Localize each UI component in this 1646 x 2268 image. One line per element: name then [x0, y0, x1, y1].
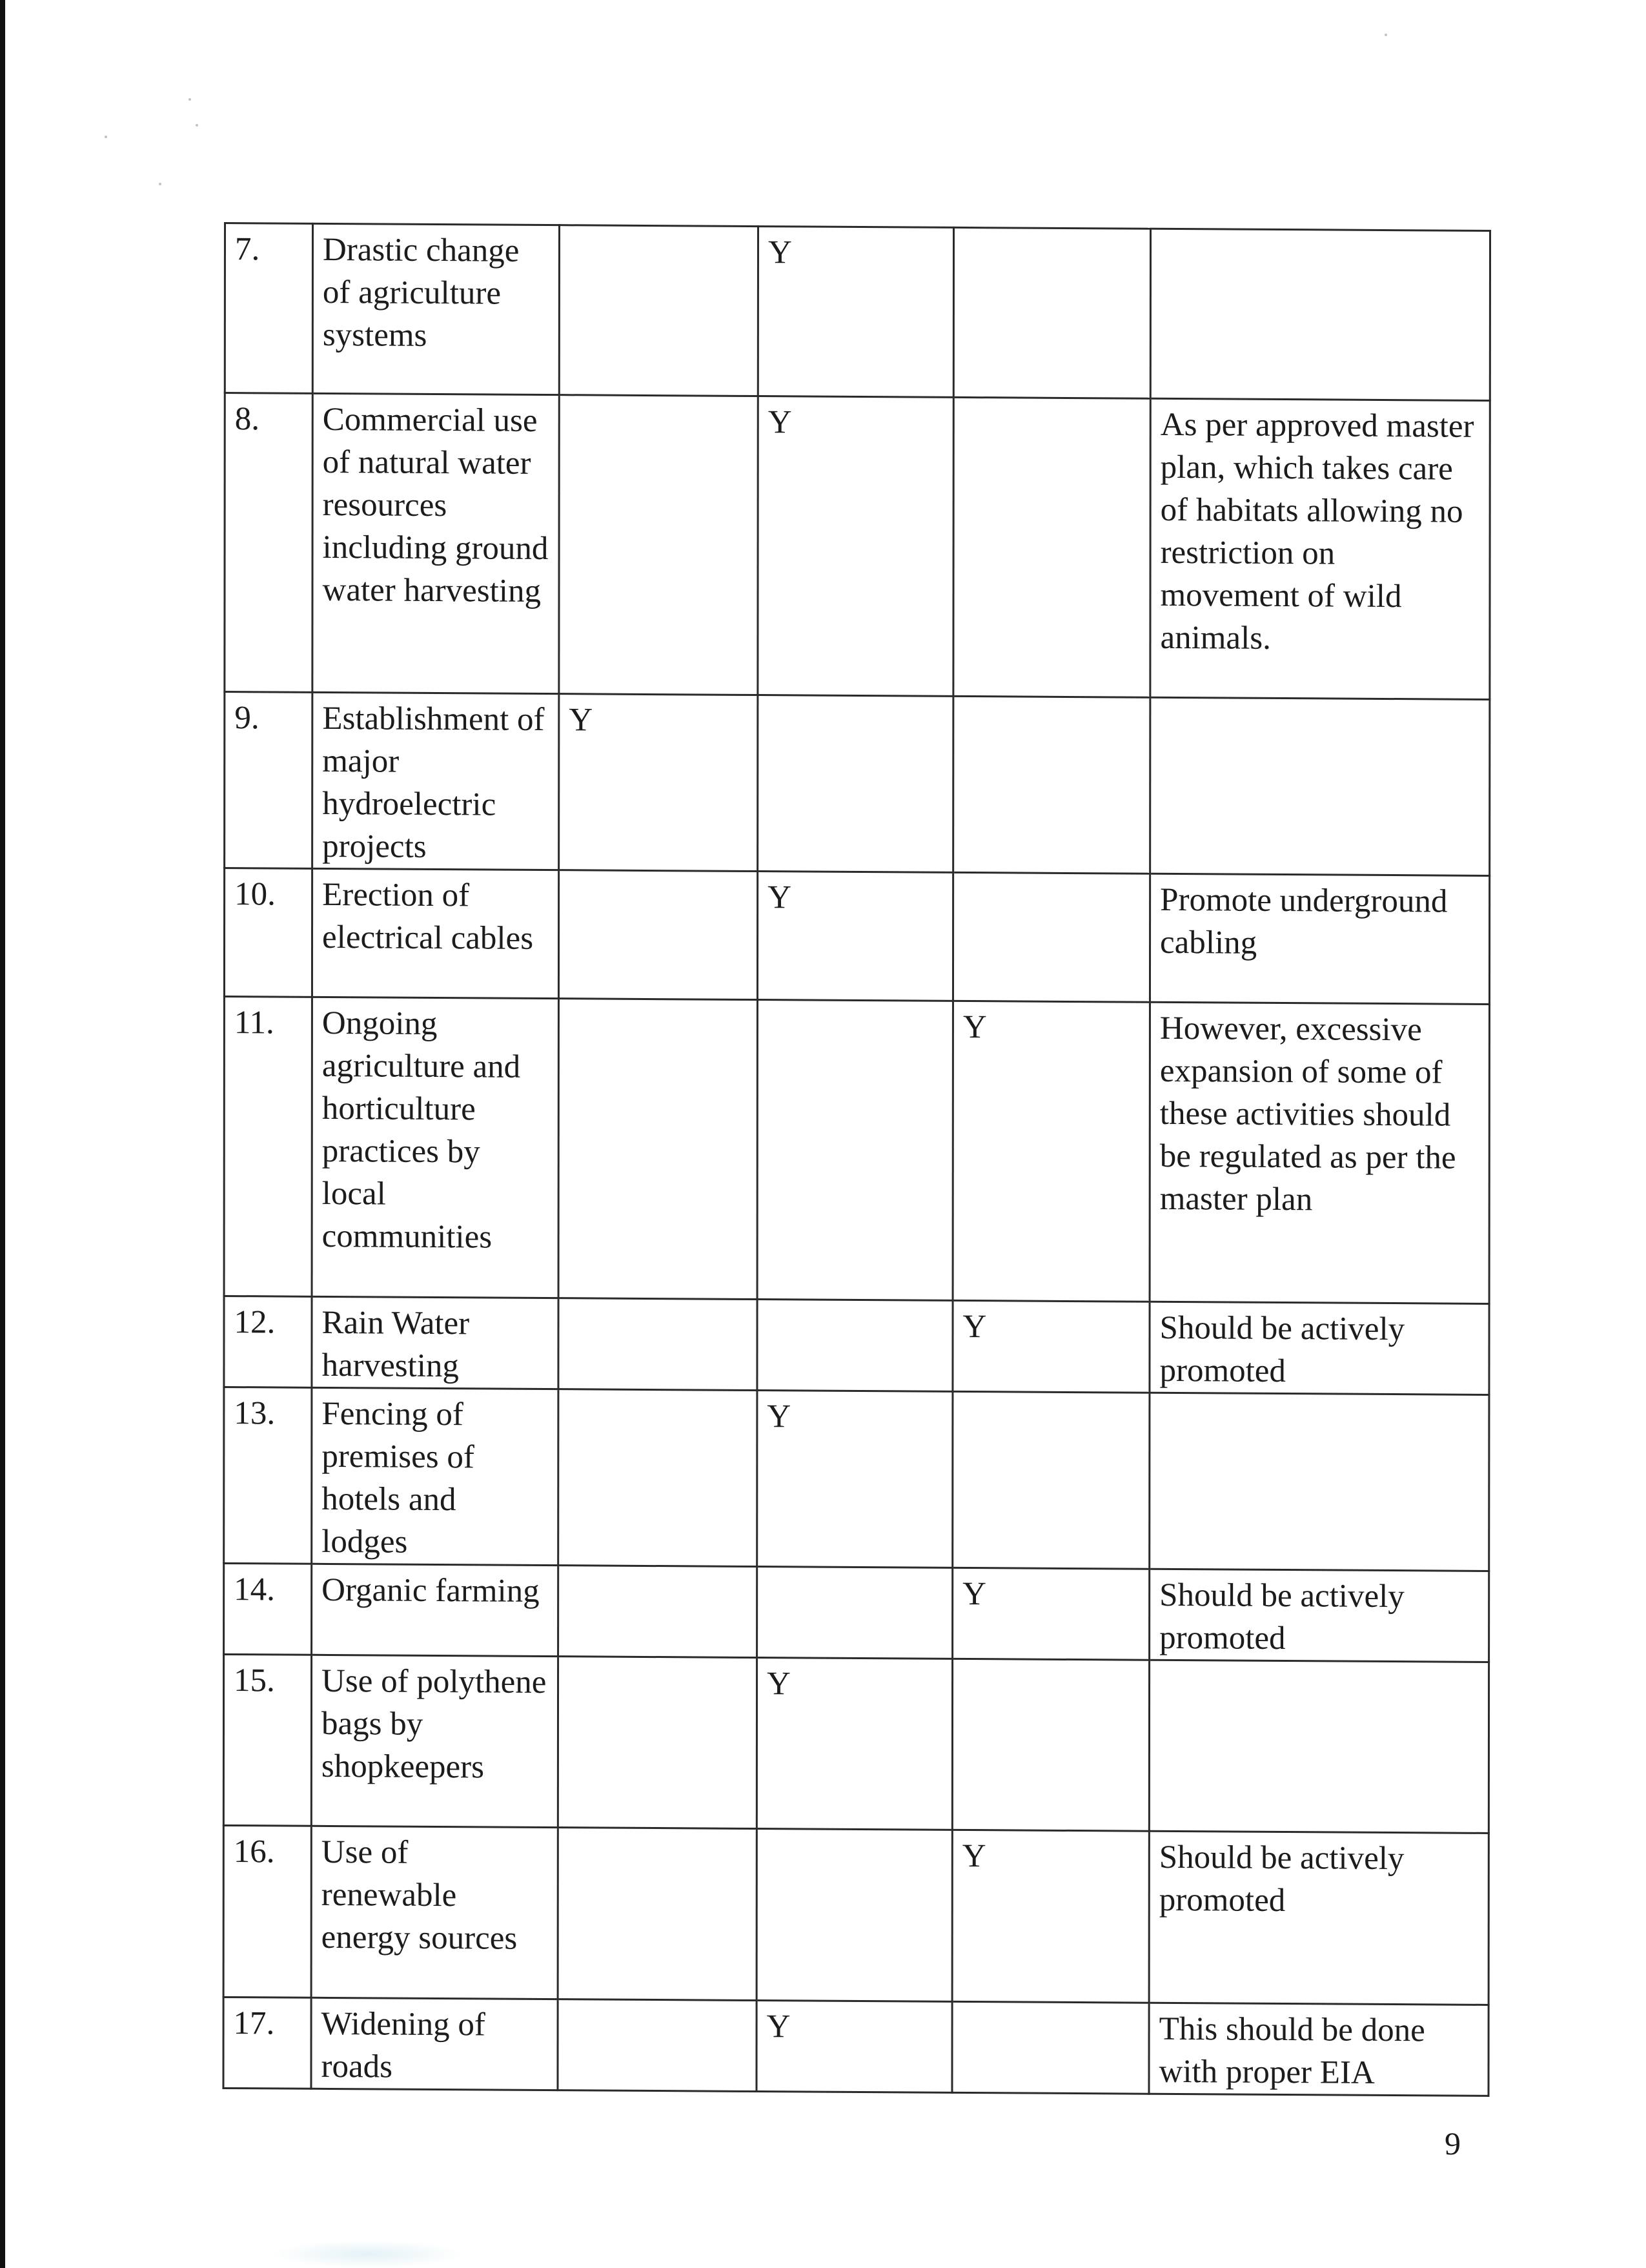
regulated-cell: [758, 695, 953, 873]
regulated-cell: [757, 1829, 952, 2002]
regulated-cell: Y: [758, 396, 953, 697]
regulated-cell: [757, 1300, 953, 1392]
prohibited-cell: [558, 1999, 757, 2092]
remarks-cell: [1150, 697, 1490, 875]
row-number: 9.: [225, 691, 312, 868]
activity-cell: Use of renewable energy sources: [311, 1826, 558, 1999]
table-row: [224, 1387, 1489, 1571]
table-row: [223, 1654, 1489, 1833]
row-number: 17.: [223, 1997, 311, 2089]
scan-speck: [188, 98, 191, 101]
remarks-cell: [1150, 229, 1490, 400]
prohibited-cell: [558, 1566, 757, 1658]
regulated-cell: [757, 1000, 953, 1301]
prohibited-cell: [558, 1657, 757, 1829]
permitted-cell: [953, 1391, 1150, 1569]
table-row: [224, 1296, 1489, 1395]
permitted-cell: Y: [953, 1001, 1150, 1302]
activity-cell: Widening of roads: [311, 1997, 558, 2090]
remarks-cell: As per approved master plan, which takes care of habitats allowing no restriction on movement of wild animals.: [1150, 398, 1490, 699]
prohibited-cell: Y: [559, 694, 758, 872]
permitted-cell: [953, 397, 1150, 697]
table-row: [223, 1997, 1489, 2096]
row-number: 8.: [225, 393, 312, 693]
table-row: [225, 393, 1490, 700]
table-row: [224, 1563, 1489, 1662]
table-row: [225, 223, 1490, 401]
prohibited-cell: [558, 999, 757, 1300]
scan-edge-shadow: [0, 0, 5, 2268]
regulated-cell: [757, 1567, 953, 1659]
activities-table: [222, 222, 1491, 2097]
activity-cell: Rain Water harvesting: [312, 1296, 558, 1389]
regulated-cell: Y: [758, 227, 953, 398]
prohibited-cell: [558, 870, 757, 1000]
remarks-cell: Promote underground cabling: [1150, 873, 1489, 1004]
activity-cell: Fencing of premises of hotels and lodges: [312, 1387, 558, 1565]
regulated-cell: Y: [757, 2001, 952, 2093]
prohibited-cell: [559, 225, 758, 396]
prohibited-cell: [558, 1298, 757, 1391]
table-row: [224, 996, 1489, 1303]
remarks-cell: This should be done with proper EIA: [1149, 2003, 1489, 2096]
prohibited-cell: [558, 1389, 757, 1567]
row-number: 13.: [224, 1387, 312, 1564]
scan-smudge: [271, 2240, 465, 2268]
scan-speck: [196, 124, 198, 127]
permitted-cell: Y: [953, 1300, 1150, 1393]
remarks-cell: [1149, 1660, 1489, 1833]
remarks-cell: Should be actively promoted: [1149, 1831, 1489, 2005]
activity-cell: Organic farming: [312, 1564, 558, 1656]
permitted-cell: Y: [953, 1568, 1150, 1660]
row-number: 10.: [224, 868, 312, 997]
table-row: [223, 1825, 1489, 2005]
scan-speck: [159, 183, 161, 185]
table-row: [224, 868, 1489, 1004]
permitted-cell: [952, 1659, 1149, 1831]
regulated-cell: Y: [757, 1658, 952, 1830]
permitted-cell: [953, 696, 1150, 873]
remarks-cell: Should be actively promoted: [1150, 1569, 1489, 1662]
activity-cell: Ongoing agriculture and horticulture practices by local communities: [312, 997, 558, 1298]
permitted-cell: Y: [952, 1830, 1149, 2003]
row-number: 16.: [223, 1825, 311, 1997]
row-number: 12.: [224, 1296, 312, 1387]
regulated-cell: Y: [757, 1391, 953, 1568]
table-row: [225, 691, 1490, 875]
scan-speck: [1385, 34, 1387, 36]
activity-cell: Erection of electrical cables: [312, 868, 558, 998]
prohibited-cell: [559, 395, 758, 695]
activity-cell: Commercial use of natural water resources including ground water harvesting: [312, 393, 559, 693]
permitted-cell: [953, 227, 1150, 398]
activity-cell: Drastic change of agriculture systems: [312, 223, 559, 394]
regulated-cell: Y: [757, 872, 953, 1001]
remarks-cell: Should be actively promoted: [1150, 1302, 1489, 1395]
prohibited-cell: [558, 1828, 757, 2001]
row-number: 15.: [223, 1654, 311, 1826]
row-number: 7.: [225, 223, 312, 394]
activity-cell: Use of polythene bags by shopkeepers: [311, 1655, 558, 1827]
permitted-cell: [953, 872, 1150, 1002]
permitted-cell: [952, 2001, 1149, 2094]
remarks-cell: However, excessive expansion of some of these activities should be regulated as per the master plan: [1150, 1002, 1489, 1303]
scan-speck: [105, 136, 107, 138]
row-number: 14.: [224, 1563, 312, 1655]
activity-cell: Establishment of major hydroelectric projects: [312, 692, 559, 870]
page-number: 9: [1445, 2125, 1461, 2161]
remarks-cell: [1150, 1393, 1489, 1571]
row-number: 11.: [224, 996, 312, 1296]
